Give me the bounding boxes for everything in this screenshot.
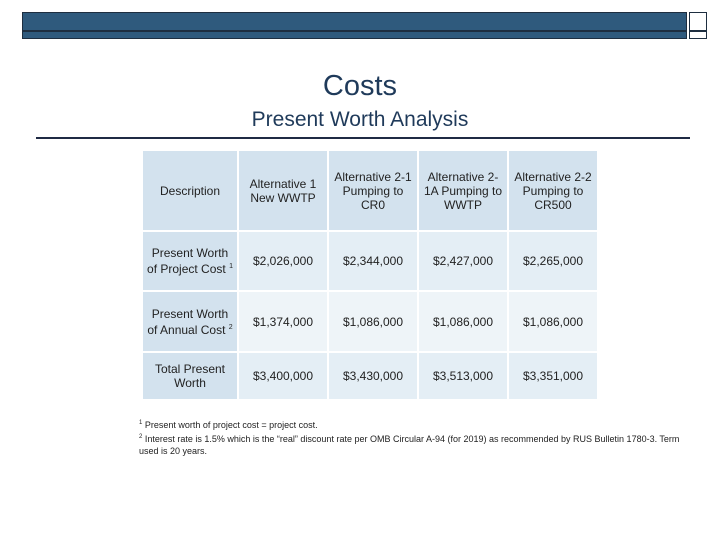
cell-value: $1,086,000 bbox=[432, 314, 494, 329]
header-alternative-2-2: Alternative 2-2 Pumping to CR500 bbox=[514, 169, 592, 212]
cell-value: $3,513,000 bbox=[432, 369, 494, 383]
cell-value: $2,265,000 bbox=[522, 254, 584, 268]
table-row bbox=[143, 292, 597, 351]
cell-value: $3,430,000 bbox=[342, 369, 404, 383]
header-description: Description bbox=[159, 183, 221, 198]
row-label-total: Total Present Worth bbox=[143, 353, 237, 399]
header-alternative-1: Alternative 1 New WWTP bbox=[249, 176, 317, 205]
corner-box-top bbox=[689, 12, 707, 31]
footnote-2: $^2$ Interest rate is 1.5% which is the “real” discount rate per OMB Circular A-94 (for 2019) as recommended by RUS Bulletin 1780-3. Term used is 20 years. bbox=[139, 434, 680, 456]
footnotes bbox=[139, 417, 699, 457]
header-alternative-2-1: Alternative 2-1 Pumping to CR0 bbox=[334, 169, 412, 212]
footnote-1: $^1$ Present worth of project cost = project cost. bbox=[139, 420, 318, 430]
cell-value: $1,086,000 bbox=[522, 314, 584, 329]
table-header-row bbox=[143, 151, 597, 230]
title-bar-decoration bbox=[22, 12, 687, 31]
corner-box-bottom bbox=[689, 31, 707, 39]
cell-value: $2,026,000 bbox=[252, 254, 314, 268]
table-row-total bbox=[143, 353, 597, 399]
cell-value: $1,086,000 bbox=[342, 314, 404, 329]
cell-value: $1,374,000 bbox=[252, 314, 314, 329]
title-bar-stripe bbox=[22, 31, 687, 39]
table-row bbox=[143, 232, 597, 290]
footnote-ref-1: 1 bbox=[229, 263, 233, 270]
slide-title: Costs bbox=[322, 70, 398, 102]
row-label-project-cost: Present Worth of Project Cost $^1$ bbox=[143, 232, 237, 290]
header-alternative-2-1a: Alternative 2-1A Pumping to WWTP bbox=[423, 169, 503, 212]
row-label-annual-cost: Present Worth of Annual Cost $^2$ bbox=[143, 292, 237, 351]
present-worth-table bbox=[141, 149, 599, 401]
footnote-ref-2: 2 bbox=[228, 323, 233, 331]
divider-rule bbox=[36, 137, 690, 139]
cell-value: $2,344,000 bbox=[342, 254, 404, 268]
cell-value: $3,400,000 bbox=[252, 369, 314, 383]
slide-subtitle: Present Worth Analysis bbox=[251, 108, 469, 131]
cell-value: $3,351,000 bbox=[522, 369, 584, 383]
cell-value: $2,427,000 bbox=[432, 254, 494, 268]
